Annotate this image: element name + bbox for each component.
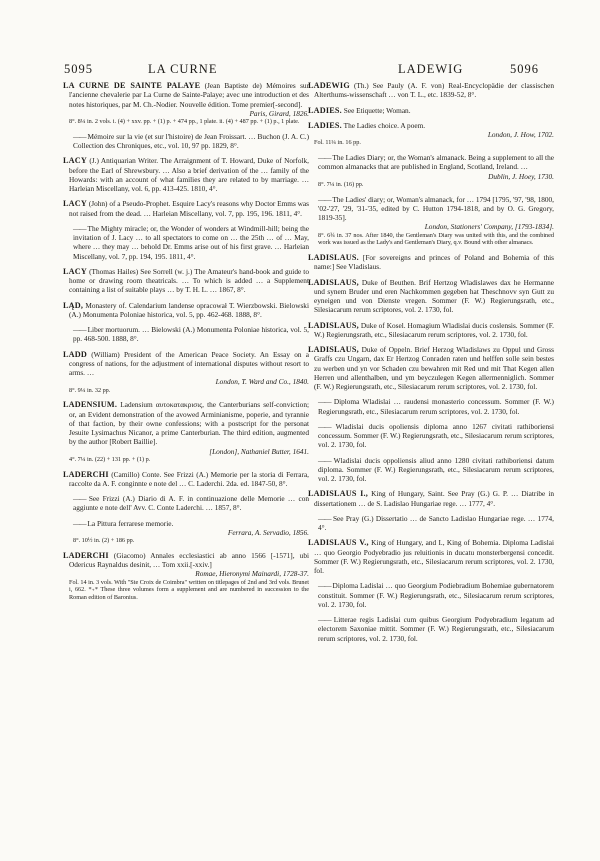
- entry-heading: LADERCHI: [63, 469, 109, 479]
- entry-text: The Ladies' diary; or, Woman's almanack, for … 1794 [1795, '97, '98, 1800, '02-'27, '29, '31-'35, edited by C. Hutton 1794-1818, and by O. G. Gregory, 1819-35].: [318, 194, 554, 223]
- entry-text: (Th.) See Pauly (A. F. von) Real-Encyclopädie der classischen Alterthums-wissenschaft … von T. L., etc. 1839-52, 8°.: [314, 81, 555, 100]
- catalogue-entry: [308, 456, 554, 484]
- entry-text: Litterae regis Ladislai cum quibus Georgium Podyebradium legatum ad electorem Saxoniae mittit. Sommer (F. W.) Regierungsrath, etc., Silesiacarum rerum scriptores, vol. 2. 1730, fol.: [318, 615, 554, 643]
- ditto-dash: ——: [318, 153, 331, 163]
- entry-physical-description: 8°. 8¼ in. 2 vols. i. (4) + xxv. pp. + (1) p. + 474 pp., 1 plate. ii. (4) + 487 pp. + (1) p., 1 plate.: [69, 118, 300, 125]
- right-column: [308, 81, 554, 649]
- catalogue-entry: [308, 106, 554, 115]
- catalogue-entry: [308, 321, 554, 340]
- entry-text: (Thomas Hailes) See Sorrell (w. j.) The Amateur's hand-book and guide to home or drawing room theatricals. … To which is added … a Supplement containing a list of suitable plays … by T. H. L. … 1867, 8°.: [69, 266, 309, 295]
- entry-text: [For sovereigns and princes of Poland and Bohemia of this name:] See Vladislaus.: [314, 253, 554, 272]
- entry-heading: LADIES.: [308, 120, 342, 130]
- left-running-title: LA CURNE: [148, 62, 218, 76]
- ditto-dash: ——: [318, 513, 331, 523]
- entry-physical-description: 8°. 10½ in. (2) + 186 pp.: [73, 537, 135, 545]
- ditto-dash: ——: [73, 223, 86, 233]
- catalogue-entry: [63, 81, 309, 126]
- entry-text: Wladislai ducis opoliensis diploma anno 1267 civitati rathiboriensi concessum. Sommer (F. W.) Regierungsrath, etc., Silesiacarum rerum scriptores, vol. 2. 1730, fol.: [318, 421, 554, 450]
- entry-text: La Pittura ferrarese memorie.: [87, 518, 174, 528]
- right-running-title: LADEWIG: [398, 62, 464, 76]
- entry-imprint: London, Stationers' Company, [1793-1834].: [424, 222, 554, 232]
- entry-imprint: Romae, Hieronymi Mainardi, 1728-37.: [195, 569, 309, 579]
- entry-text: Diploma Ladislai … quo Georgium Podiebradium Bohemiae gubernatorem constituit. Sommer (F. W.) Regierungsrath, etc., Silesiacarum rerum scriptores, vol. 2. 1730, fol.: [318, 581, 554, 609]
- entry-physical-description: Fol. 11¼ in. 16 pp.: [314, 139, 361, 147]
- entry-text: See Frizzi (A.) Diario di A. F. in continuazione delle Memorie … con aggiunte e note dell' Avv. C. Conte Laderchi. … 1857, 8°.: [73, 494, 309, 513]
- entry-text: Diploma Wladislai … raudensi monasterio concessum. Sommer (F. W.) Regierungsrath, etc., Silesiacarum rerum scriptores, vol. 2. 1730, fol.: [318, 397, 554, 416]
- entry-heading: LADISLAUS,: [308, 345, 359, 355]
- catalogue-entry: [308, 278, 554, 315]
- ditto-dash: ——: [73, 494, 86, 504]
- ditto-dash: ——: [318, 194, 331, 204]
- entry-imprint: London, J. How, 1702.: [487, 130, 554, 139]
- right-page-number: 5096: [510, 62, 539, 76]
- ditto-dash: ——: [318, 397, 331, 407]
- entry-text: Ladensium αυτοκατακρισις, the Canterburians self-conviction; or, an Evident demonstration of the avowed Arminianisme, poperie, and tyrannie of that faction, by their owne confessions; with a postscript for the personat Jesuite Lysimachus Nicanor, a prime Canterburian. The third edition, augmented by the author [Robert Baillie].: [69, 400, 309, 447]
- entry-text: Wladislai ducis oppoliensis aliud anno 1280 civitati rathiboriensi datum diploma. Sommer (F. W.) Regierungsrath, etc., Silesiacarum rerum scriptores, vol. 2. 1730, fol.: [318, 455, 554, 484]
- catalogue-entry: [63, 494, 309, 513]
- entry-imprint: Dublin, J. Hoey, 1730.: [488, 171, 554, 181]
- catalogue-entry: [63, 325, 309, 344]
- entry-text: King of Hungary, and I., King of Bohemia. Diploma Ladislai … quo Georgio Podyebradio jus reluitionis in ducatu monsterbergensi concedit. Sommer (F. W.) Regierungsrath, etc., Silesiacarum rerum scriptores, vol. 2. 1730, fol.: [314, 538, 555, 576]
- entry-text: Mémoire sur la vie (et sur l'histoire) de Jean Froissart. … Buchon (J. A. C.) Collection des Chroniques, etc., vol. 10, 97 pp. 1829, 8°.: [73, 131, 309, 151]
- entry-heading: LADIES.: [308, 105, 342, 115]
- entry-text: The Ladies choice. A poem.: [343, 120, 426, 130]
- entry-text: (William) President of the American Peace Society. An Essay on a congress of nations, for the adjustment of international disputes without resort to arms. …: [69, 349, 309, 378]
- entry-text: Monastery of. Calendarium landense opracował T. Wierzbowski. Bielowski (A.) Monumenta Poloniae historica, vol. 5, pp. 462-468. 1888, 8°.: [69, 300, 309, 319]
- entry-heading: LACY: [63, 156, 87, 166]
- catalogue-entry: [308, 514, 554, 533]
- catalogue-entry: [308, 615, 554, 643]
- entry-physical-description: 8°. 6¾ in. 37 nos. After 1840, the Gentleman's Diary was united with this, and the combined work was issued as the Lady's and Gentleman's Diary, q.v. Bound with other almanacs.: [318, 231, 554, 247]
- entry-heading: LĄD,: [63, 300, 84, 310]
- catalogue-entry: [308, 195, 554, 248]
- entry-text: See Pray (G.) Dissertatio … de Sancto Ladislao Hungariae rege. … 1774, 4°.: [318, 513, 554, 533]
- entry-text: (Camillo) Conte. See Frizzi (A.) Memorie per la storia di Ferrara, raccolte da A. F. conginnte e note del … C. Laderchi. 2da. ed. 1847-50, 8°.: [69, 469, 310, 488]
- entry-text: The Mighty miracle; or, the Wonder of wonders at Windmill-hill; being the invitation of J. Lacy … to all spectators to come on … the 25th … of … May, where … they may … behold Dr. Emms arise out of his first grave. … Harleian Miscellany, vol. 7, pp. 194, 195. 1811, 4°.: [73, 223, 309, 261]
- entry-imprint: [London], Nathaniel Butter, 1641.: [209, 446, 309, 456]
- entry-heading: LADISLAUS I.,: [308, 489, 369, 499]
- entry-text: (John) of a Pseudo-Prophet. Esquire Lacy's reasons why Doctor Emms was not raised from the dead. … Harleian Miscellany, vol. 7, pp. 195, 196. 1811, 4°.: [69, 199, 309, 218]
- entry-heading: LADENSIUM.: [63, 400, 118, 410]
- entry-text: Liber mortuorum. … Bielowski (A.) Monumenta Poloniae historica, vol. 5, pp. 468-500. 1888, 8°.: [73, 325, 310, 344]
- entry-imprint: London, T. Ward and Co., 1840.: [215, 377, 309, 387]
- entry-heading: LADD: [63, 349, 87, 359]
- entry-text: (J.) Antiquarian Writer. The Arraignment of T. Howard, Duke of Norfolk, before the Earl of Shrewsbury. … Also a brief derivation of the … family of the Howards: with an account of what families they are related to by marriage. … Harleian Miscellany, vol. 6, pp. 413-425. 1810, 4°.: [69, 156, 309, 194]
- entry-text: (Giacomo) Annales ecclesiastici ab anno 1566 [-1571], ubi Odericus Raynaldus desinit, … Tom xxii.[-xxiv.]: [69, 550, 309, 570]
- catalogue-entry: [308, 345, 554, 391]
- catalogue-entry: [63, 224, 309, 261]
- entry-text: (Jean Baptiste de) Mémoires sur l'ancienne chevalerie par La Curne de Sainte-Palaye; avec une introduction et des notes historiques, par M. Ch.-Nodier. Nouvelle édition. Tome premier[-second].: [69, 81, 309, 109]
- entry-physical-description: 4°. 7¼ in. (22) + 131 pp. + (1) p.: [69, 455, 151, 463]
- entry-heading: LADEWIG: [308, 81, 350, 90]
- entry-physical-description: 8°. 7¼ in. (16) pp.: [318, 180, 364, 188]
- catalogue-entry: [308, 397, 554, 416]
- entry-text: See Etiquette; Woman.: [343, 105, 411, 115]
- entry-text: Duke of Kosel. Homagium Wladislai ducis coslensis. Sommer (F. W.) Regierungsrath, etc., Silesiacarum rerum scriptores, vol. 2. 1730, fol.: [314, 320, 554, 339]
- catalogue-entry: [308, 489, 554, 508]
- entry-physical-description: Fol. 14 in. 3 vols. With "Ste Croix de Coimbra" written on titlepages of 2nd and 3rd vols. Brunet i, 662. *₊* These three volumes form a supplement and are numbered in succession to the Roman edition of Baronius.: [69, 578, 309, 602]
- catalogue-entry: [308, 538, 554, 575]
- catalogue-entry: [308, 81, 554, 100]
- ditto-dash: ——: [73, 325, 86, 335]
- ditto-dash: ——: [318, 615, 331, 625]
- entry-heading: LADERCHI: [63, 550, 109, 560]
- entry-text: Duke of Oppeln. Brief Herzog Wladislaws zu Oppul und Gross Graffs czu Ungarn, dax Er Hertzog Conraden raten und helffen solle sein bestes zu werben und yn vor Schaden czu bewahren mit Red und mit That Kegen allen Herren und allenthalben, und ym beyczulegen Kegen allermenniglich. Sommer (F. W.) Regierungsrath, etc., Silesiacarum rerum scriptores, vol. 2. 1730, fol.: [314, 345, 554, 392]
- entry-heading: LACY: [63, 199, 87, 209]
- left-column: [63, 81, 309, 608]
- entry-heading: LADISLAUS.: [308, 253, 359, 263]
- ditto-dash: ——: [318, 455, 331, 465]
- catalogue-entry: [63, 267, 309, 295]
- entry-heading: LADISLAUS V.,: [308, 538, 369, 548]
- entry-imprint: Paris, Girard, 1826.: [249, 108, 309, 118]
- catalogue-entry: [63, 132, 309, 151]
- entry-text: The Ladies Diary; or, the Woman's almanack. Being a supplement to all the common almanacks that are published in England, Scotland, Ireland. …: [318, 153, 554, 172]
- entry-text: Duke of Beuthen. Brif Hertzog Wladislawes dax he Hermanne und synem Bruder und eren Nachkommen gegeben hat Theschnovv syn Gutt zu eyneigen und von Dienste vregen. Sommer (F. W.) Regierungsrath, etc., Silesiacarum rerum scriptores, vol. 2. 1730, fol.: [314, 277, 554, 315]
- ditto-dash: ——: [318, 421, 331, 431]
- catalogue-entry: [63, 156, 309, 193]
- ditto-dash: ——: [73, 131, 86, 141]
- catalogue-entry: [63, 350, 309, 395]
- catalogue-entry: [63, 519, 309, 545]
- left-page-number: 5095: [64, 62, 93, 76]
- entry-imprint: Ferrara, A. Servadio, 1856.: [227, 527, 309, 537]
- catalogue-entry: [63, 551, 309, 602]
- catalogue-entry: [63, 301, 309, 320]
- entry-heading: LADISLAUS,: [308, 320, 359, 330]
- entry-text: King of Hungary, Saint. See Pray (G.) G. P. … Diatribe in dissertationem … de S. Ladislao Hungariae rege. … 1777, 4°.: [314, 489, 555, 508]
- entry-heading: LACY: [63, 266, 87, 276]
- entry-heading: LADISLAUS,: [308, 277, 359, 287]
- catalogue-entry: [63, 400, 309, 463]
- catalogue-entry: [308, 121, 554, 147]
- catalogue-entry: [63, 470, 309, 489]
- entry-physical-description: 8°. 9¼ in. 32 pp.: [69, 386, 111, 394]
- catalogue-entry: [308, 153, 554, 189]
- ditto-dash: ——: [318, 581, 331, 591]
- entry-heading: LA CURNE DE SAINTE PALAYE: [63, 81, 201, 90]
- catalogue-entry: [308, 253, 554, 272]
- catalogue-entry: [63, 199, 309, 218]
- catalogue-entry: [308, 581, 554, 609]
- catalogue-entry: [308, 422, 554, 450]
- ditto-dash: ——: [73, 518, 86, 528]
